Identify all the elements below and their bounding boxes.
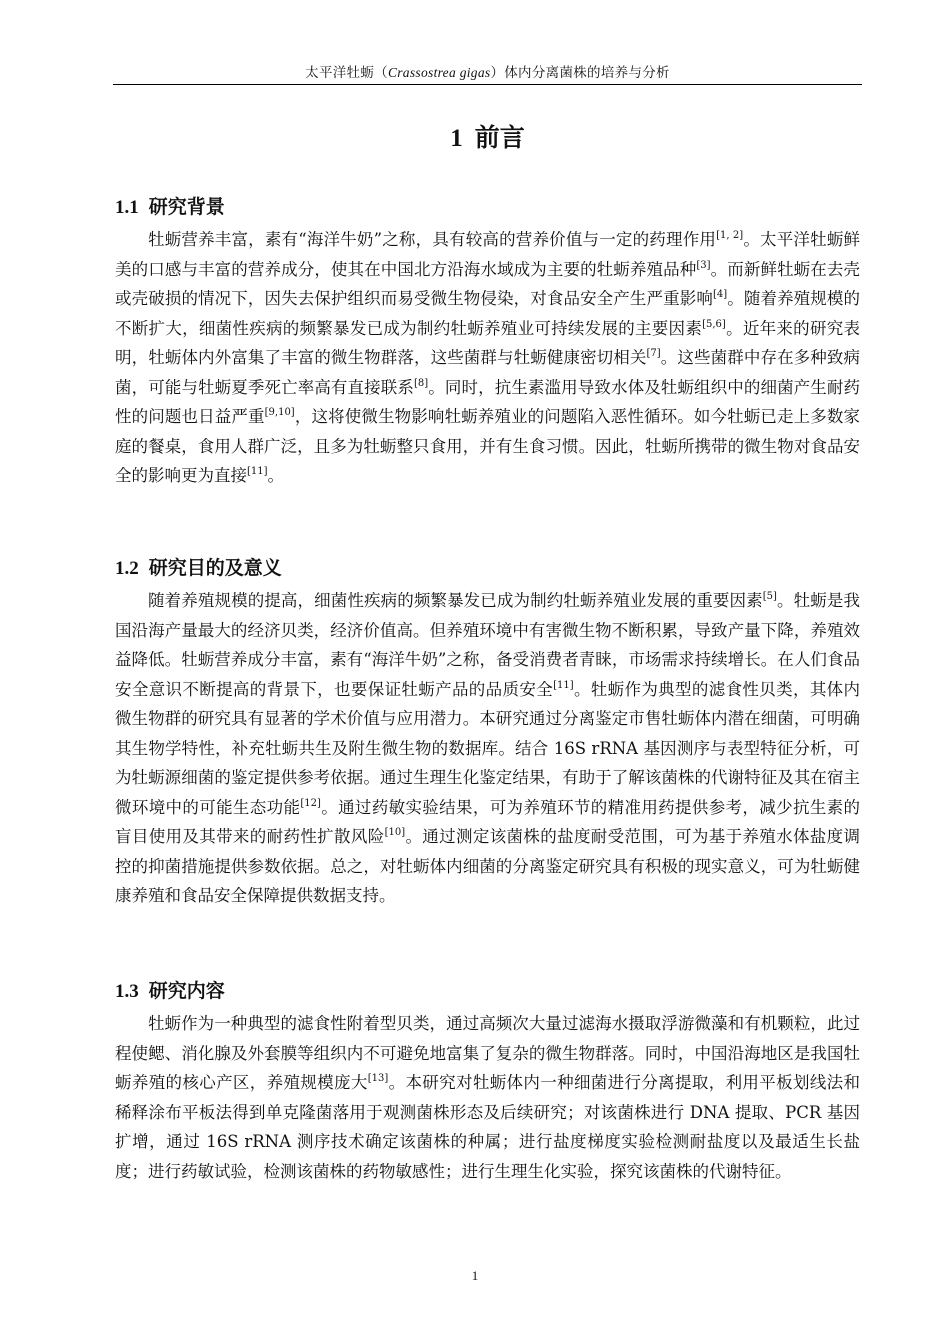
- citation: [8]: [413, 377, 429, 389]
- chapter-title-text: 前言: [474, 123, 525, 152]
- citation: [1, 2]: [716, 230, 744, 241]
- citation: [3]: [696, 259, 711, 271]
- section-heading: [115, 193, 860, 222]
- section-title: 研究目的及意义: [148, 557, 282, 579]
- body-paragraph: 牡蛎作为一种典型的滤食性附着型贝类，通过高频次大量过滤海水摄取浮游微藻和有机颗粒，此过程使鳃、消化腺及外套膜等组织内不可避免地富集了复杂的微生物群落。同时，中国沿海地区是我国牡蛎养殖的核心产区，养殖规模庞大[13]。本研究对牡蛎体内一种细菌进行分离提取，利用平板划线法和稀释涂布平板法得到单克隆菌落用于观测菌株形态及后续研究；对该菌株进行 DNA 提取、PCR 基因扩增，通过 16S rRNA 测序技术确定该菌株的种属；进行盐度梯度实验检测耐盐度以及最适生长盐度；进行药敏试验，检测该菌株的药物敏感性；进行生理生化实验，探究该菌株的代谢特征。: [115, 1014, 861, 1181]
- section-title: 研究内容: [148, 980, 225, 1002]
- citation: [5,6]: [702, 318, 726, 330]
- running-header-prefix: 太平洋牡蛎（: [305, 65, 388, 81]
- citation: [9,10]: [264, 407, 295, 418]
- species-name: Crassostrea gigas: [387, 65, 491, 80]
- page-number: 1: [471, 1268, 479, 1283]
- section-number: 1.2: [115, 558, 139, 579]
- header-rule: [113, 84, 862, 85]
- section-number: 1.3: [115, 981, 139, 1002]
- citation: [12]: [300, 797, 321, 809]
- body-paragraph: 牡蛎营养丰富，素有“海洋牛奶”之称，具有较高的营养价值与一定的药理作用[1, 2]。太平洋牡蛎鲜美的口感与丰富的营养成分，使其在中国北方沿海水域成为主要的牡蛎养殖品种[3]。而新鲜牡蛎在去壳或壳破损的情况下，因失去保护组织而易受微生物侵染，对食品安全产生严重影响[4]。随着养殖规模的不断扩大，细菌性疾病的频繁暴发已成为制约牡蛎养殖业可持续发展的主要因素[5,6]。近年来的研究表明，牡蛎体内外富集了丰富的微生物群落，这些菌群与牡蛎健康密切相关[7]。这些菌群中存在多种致病菌，可能与牡蛎夏季死亡率高有直接联系[8]。同时，抗生素滥用导致水体及牡蛎组织中的细菌产生耐药性的问题也日益严重[9,10]，这将使微生物影响牡蛎养殖业的问题陷入恶性循环。如今牡蛎已走上多数家庭的餐桌，食用人群广泛，且多为牡蛎整只食用，并有生食习惯。因此，牡蛎所携带的微生物对食品安全的影响更为直接[11]。: [115, 230, 861, 485]
- running-header: [115, 64, 860, 82]
- section-heading: [115, 977, 860, 1006]
- citation: [11]: [553, 679, 574, 691]
- citation: [13]: [367, 1073, 389, 1084]
- chapter-title: [113, 118, 862, 159]
- citation: [11]: [247, 466, 268, 477]
- section-research-background: [115, 193, 860, 491]
- running-header-suffix: ）体内分离菌株的培养与分析: [490, 65, 670, 81]
- section-heading: [115, 554, 860, 583]
- body-paragraph: 随着养殖规模的提高，细菌性疾病的频繁暴发已成为制约牡蛎养殖业发展的重要因素[5]。牡蛎是我国沿海产量最大的经济贝类，经济价值高。但养殖环境中有害微生物不断积累，导致产量下降，养殖效益降低。牡蛎营养成分丰富，素有“海洋牛奶”之称，备受消费者青睐，市场需求持续增长。在人们食品安全意识不断提高的背景下，也要保证牡蛎产品的品质安全[11]。牡蛎作为典型的滤食性贝类，其体内微生物群的研究具有显著的学术价值与应用潜力。本研究通过分离鉴定市售牡蛎体内潜在细菌，可明确其生物学特性，补充牡蛎共生及附生微生物的数据库。结合 16S rRNA 基因测序与表型特征分析，可为牡蛎源细菌的鉴定提供参考依据。通过生理生化鉴定结果，有助于了解该菌株的代谢特征及其在宿主微环境中的可能生态功能[12]。通过药敏实验结果，可为养殖环节的精准用药提供参考，减少抗生素的盲目使用及其带来的耐药性扩散风险[10]。通过测定该菌株的盐度耐受范围，可为基于养殖水体盐度调控的抑菌措施提供参数依据。总之，对牡蛎体内细菌的分离鉴定研究具有积极的现实意义，可为牡蛎健康养殖和食品安全保障提供数据支持。: [115, 591, 861, 905]
- citation: [5]: [762, 591, 777, 602]
- citation: [7]: [646, 348, 661, 359]
- section-research-purpose: [115, 554, 860, 911]
- citation: [4]: [712, 289, 728, 300]
- section-number: 1.1: [115, 197, 139, 218]
- section-research-content: [115, 977, 860, 1186]
- citation: [10]: [384, 827, 406, 838]
- section-title: 研究背景: [148, 196, 225, 218]
- chapter-number: 1: [450, 125, 463, 152]
